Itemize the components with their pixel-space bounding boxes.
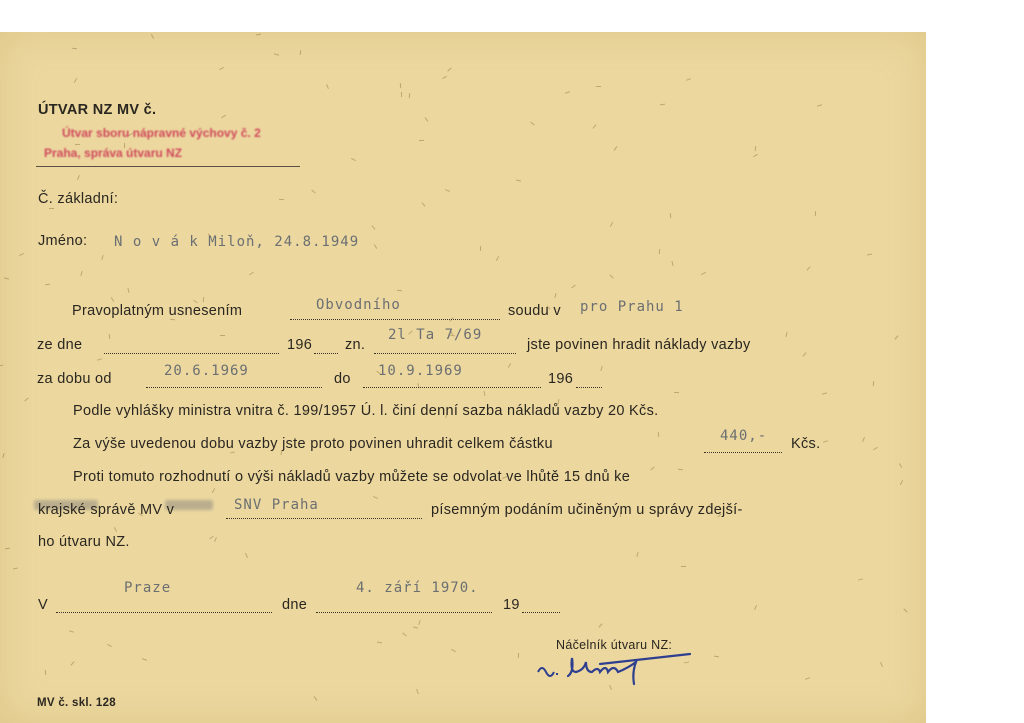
regional-dots [226,517,422,519]
paper-fiber [610,222,613,227]
court-type-dots [290,318,500,320]
place-value: Praze [124,580,172,596]
paper-fiber [571,285,576,289]
paper-fiber [311,189,315,193]
paper-fiber [802,352,806,356]
paper-fiber [397,290,402,292]
paper-fiber [422,202,426,206]
paper-fiber [873,447,878,450]
paper-fiber [508,363,511,368]
paper-fiber [659,249,660,254]
paper-fiber [681,566,686,567]
paper-fiber [49,208,54,209]
paper-fiber [203,297,204,302]
regional-suffix: písemným podáním učiněným u správy zdejší- [431,502,743,518]
paper-fiber [107,644,112,647]
paper-fiber [754,605,757,610]
unit-stamp-line-1: Útvar sboru nápravné výchovy č. 2 [62,126,261,140]
obligation-text: jste povinen hradit náklady vazby [527,337,751,353]
year-suffix: 196 [548,371,574,387]
paper-fiber [867,253,872,255]
paper-fiber [4,277,9,279]
paper-fiber [823,440,828,443]
paper-fiber [817,104,822,106]
amount-prefix: Za výše uvedenou dobu vazby jste proto povinen uhradit celkem částku [73,436,553,452]
regional-label: krajské správě MV v [38,502,175,518]
paper-fiber [13,567,18,569]
period-label: za dobu od [37,371,112,387]
paper-fiber [109,334,111,339]
date-value: 4. září 1970. [356,580,479,596]
date-label: ze dne [37,337,83,353]
appeal-text: Proti tomuto rozhodnutí o výši nákladů vazby můžete se odvolat ve lhůtě 15 dnů ke [73,469,631,485]
name-value: N o v á k Miloň, 24.8.1949 [114,234,360,250]
paper-fiber [518,653,519,658]
year-suffix-dots [576,386,602,388]
court-place: pro Prahu 1 [580,299,684,315]
year-dots [314,352,338,354]
paper-fiber [822,392,827,394]
paper-fiber [806,266,810,270]
header-rule [36,165,300,167]
paper-fiber [5,548,10,550]
paper-fiber [274,53,279,55]
paper-fiber [372,225,376,229]
paper-fiber [19,253,24,256]
paper-fiber [70,661,74,665]
from-date-dots [146,386,322,388]
paper-fiber [701,272,706,275]
ref-label: zn. [345,337,366,353]
paper-fiber [249,272,254,276]
amount-value: 440,- [720,428,768,444]
place-label: V [38,597,48,613]
paper-fiber [858,578,863,580]
paper-fiber [74,78,78,83]
paper-fiber [75,144,80,145]
paper-fiber [880,662,883,667]
paper-fiber [219,67,224,70]
handwritten-signature [530,650,710,690]
paper-fiber [480,246,481,251]
regional-value: SNV Praha [234,497,319,513]
paper-fiber [24,398,28,402]
paper-fiber [755,146,757,151]
paper-fiber [894,335,898,339]
paper-fiber [753,154,758,157]
paper-fiber [413,626,418,628]
paper-fiber [805,677,810,680]
court-type: Obvodního [316,297,401,313]
date-dots [104,352,279,354]
paper-fiber [77,175,80,180]
paper-fiber [496,256,499,261]
paper-fiber [442,76,447,79]
court-word: soudu v [508,303,561,319]
paper-fiber [596,86,601,87]
paper-fiber [220,335,225,336]
form-code: MV č. skl. 128 [37,697,116,709]
paper-fiber [221,115,226,118]
paper-fiber [674,392,679,393]
paper-fiber [80,271,82,276]
from-date: 20.6.1969 [164,363,249,379]
paper-fiber [660,104,665,106]
paper-fiber [658,432,660,437]
ref-value: 2l Ta 7/69 [388,327,483,343]
paper-fiber [377,641,382,643]
year-prefix: 196 [287,337,313,353]
paper-fiber [401,92,402,97]
name-label: Jméno: [38,233,88,249]
paper-fiber [402,633,407,637]
to-date: 10.9.1969 [378,363,463,379]
decision-intro: Pravoplatným usnesením [72,303,243,319]
paper-fiber [409,93,411,98]
paper-fiber [447,68,451,72]
paper-fiber [245,553,248,558]
decree-text: Podle vyhlášky ministra vnitra č. 199/1957 Ú. l. činí denní sazba nákladů vazby 20 Kčs. [73,403,659,419]
paper-fiber [593,124,597,128]
paper-fiber [530,122,535,126]
paper-fiber [97,358,102,360]
to-label: do [334,371,351,387]
paper-fiber [256,34,261,36]
paper-fiber [45,284,50,286]
date-dots-2 [316,611,492,613]
place-dots [56,611,272,613]
paper-fiber [903,608,907,612]
paper-fiber [418,620,421,625]
unit-label: ÚTVAR NZ MV č. [38,102,157,118]
paper-fiber [900,480,903,485]
paper-fiber [314,696,318,701]
amount-currency: Kčs. [791,436,821,452]
paper-fiber [899,463,902,468]
paper-fiber [445,189,450,192]
year-label: 19 [503,597,520,613]
paper-fiber [101,255,103,260]
paper-fiber [425,117,429,122]
paper-fiber [374,244,378,249]
closing-line: ho útvaru NZ. [38,534,130,550]
year-dots-2 [522,611,560,613]
paper-fiber [72,48,77,50]
paper-fiber [326,84,329,89]
paper-fiber [636,552,638,557]
paper-fiber [484,391,486,396]
paper-fiber [151,34,154,39]
paper-fiber [815,211,816,216]
paper-fiber [671,261,673,266]
paper-fiber [127,288,129,293]
paper-fiber [114,527,117,532]
paper-fiber [45,670,47,675]
paper-fiber [565,91,570,93]
paper-fiber [785,332,787,337]
date-label-2: dne [282,597,308,613]
paper-fiber [142,658,147,661]
paper-fiber [650,466,654,470]
paper-fiber [609,274,613,278]
to-date-dots [363,386,541,388]
paper-fiber [2,453,4,458]
paper-fiber [351,158,356,161]
paper-fiber [600,366,602,371]
ref-dots [374,352,516,354]
paper-fiber [554,293,556,298]
paper-fiber [686,78,691,81]
paper-fiber [373,496,378,499]
paper-fiber [419,140,424,141]
paper-fiber [400,83,401,88]
paper-fiber [451,649,456,652]
paper-fiber [209,536,214,540]
paper-fiber [279,199,284,200]
paper-fiber [614,146,618,151]
paper-fiber [714,656,719,658]
paper-fiber [416,689,419,694]
paper-fiber [111,297,114,302]
basic-number-label: Č. základní: [38,191,119,207]
paper-fiber [873,381,875,386]
paper-fiber [69,630,74,632]
paper-fiber [0,365,3,367]
signature-title: Náčelník útvaru NZ: [556,638,673,652]
amount-dots [704,451,782,453]
paper-fiber [862,437,865,442]
paper-fiber [212,488,215,493]
paper-fiber [598,623,602,627]
paper-fiber [678,469,683,471]
paper-fiber [670,213,672,218]
paper-fiber [300,50,302,55]
paper-fiber [214,537,217,542]
unit-stamp-line-2: Praha, správa útvaru NZ [44,146,183,160]
paper-fiber [516,179,521,181]
